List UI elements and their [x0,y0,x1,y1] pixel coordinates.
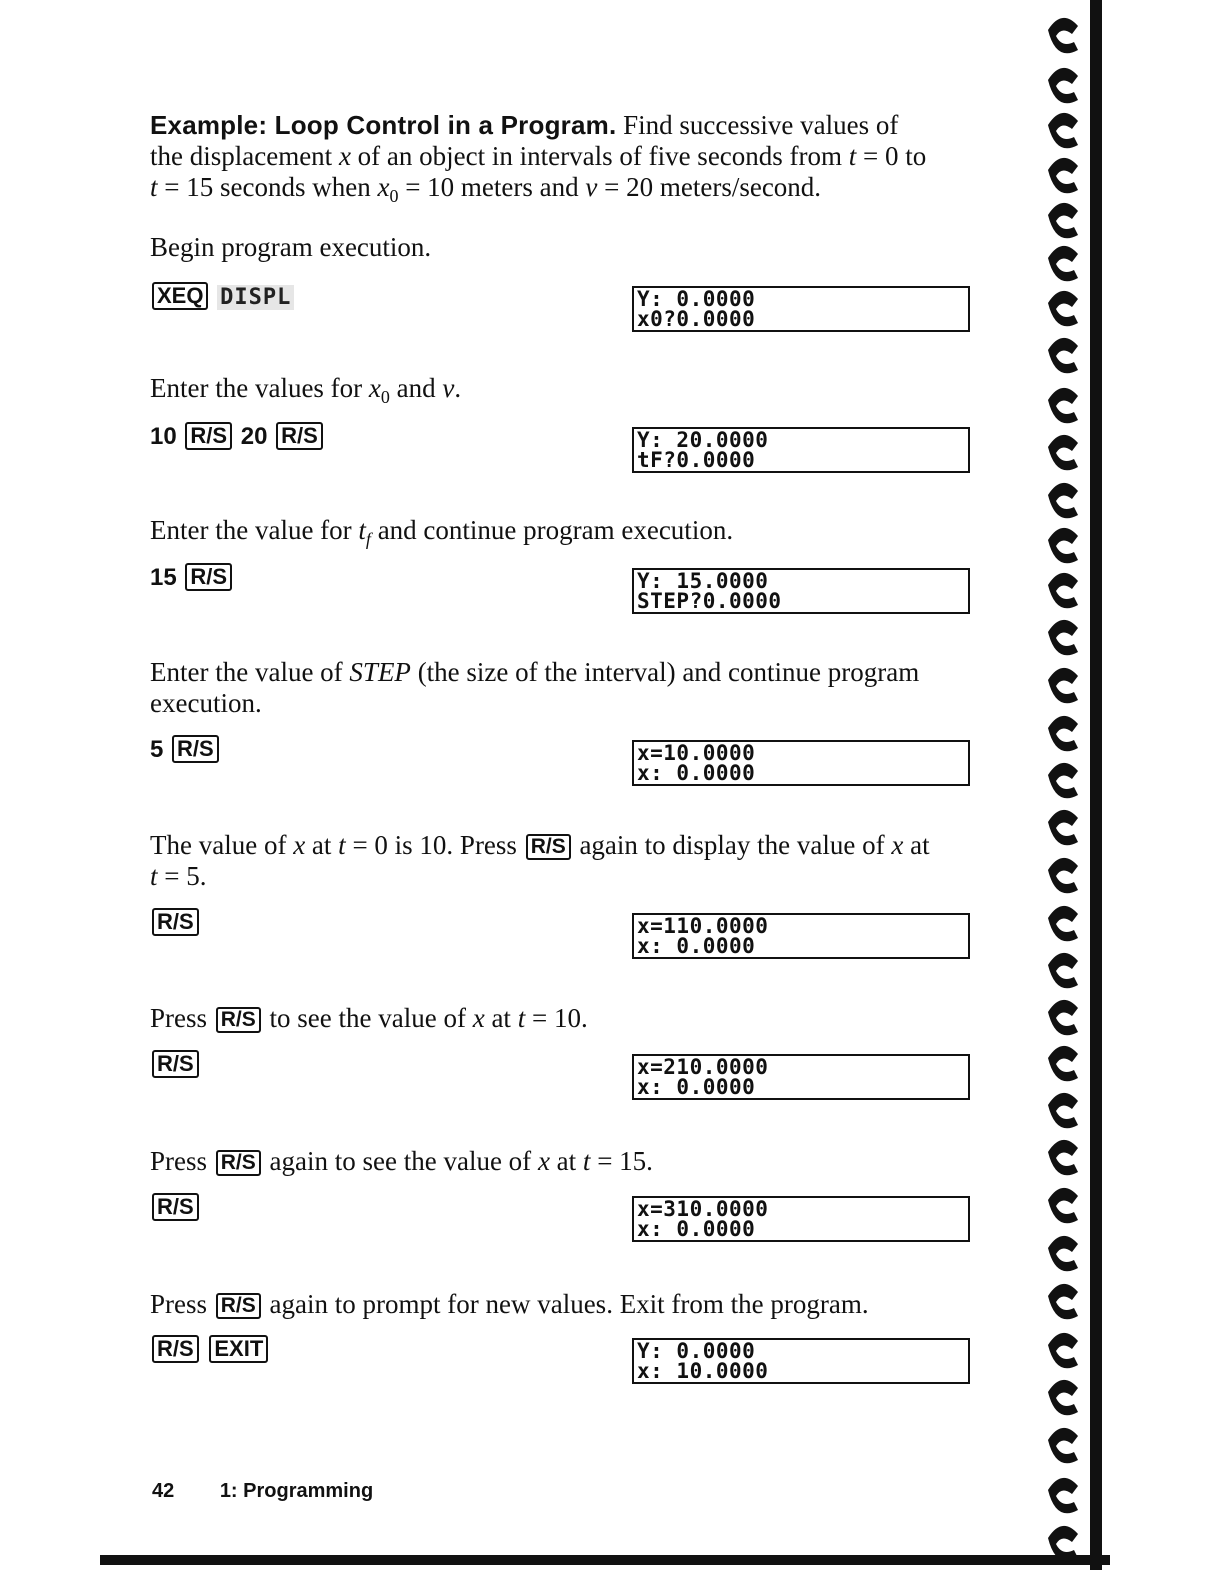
lcd-display: x=310.0000 x: 0.0000 [632,1196,970,1242]
page-footer [152,1480,373,1503]
rs-key[interactable]: R/S [172,735,219,763]
lcd-display: Y: 0.0000 x0?0.0000 [632,286,970,332]
step-3-keys: 15 R/S [150,563,234,593]
step-7-instruction: Press R/S again to see the value of x at t = 15. [150,1146,653,1176]
rs-key[interactable]: R/S [276,422,323,450]
step-2-keys: 10 R/S 20 R/S [150,422,325,452]
lcd-display: x=110.0000 x: 0.0000 [632,913,970,959]
example-intro: Example: Loop Control in a Program. Find successive values of the displacement x of an object in intervals of five seconds from t = 0 to t = 15 seconds when $x_0 = 10$ meters and v = 20 meters/second. [150,110,927,206]
exit-key[interactable]: EXIT [209,1335,268,1363]
step-5-keys [150,908,201,938]
lcd-display: Y: 0.0000 x: 10.0000 [632,1338,970,1384]
rs-key[interactable]: R/S [216,1150,261,1176]
lcd-display: x=10.0000 x: 0.0000 [632,740,970,786]
xeq-key[interactable]: XEQ [152,282,208,310]
rs-key[interactable]: R/S [216,1007,261,1033]
rs-key[interactable]: R/S [185,422,232,450]
step-2-instruction: Enter the values for $x_0$ and v. [150,373,462,407]
step-6-keys [150,1050,201,1080]
step-1-instruction: Begin program execution. [150,232,432,262]
step-1-keys [150,282,294,313]
lcd-display: Y: 15.0000 STEP?0.0000 [632,568,970,614]
step-8-keys [150,1335,270,1365]
rs-key[interactable]: R/S [152,1335,199,1363]
rs-key[interactable]: R/S [152,908,199,936]
step-6-instruction: Press R/S to see the value of x at t = 10. [150,1003,588,1033]
rs-key[interactable]: R/S [152,1193,199,1221]
displ-menu-label[interactable]: DISPL [217,285,294,310]
rs-key[interactable]: R/S [152,1050,199,1078]
page-number: 42 [152,1480,175,1502]
bottom-rule [100,1555,1110,1565]
step-5-instruction: The value of x at t = 0 is 10. Press R/S again to display the value of x at t = 5. [150,830,930,891]
step-8-instruction: Press R/S again to prompt for new values. Exit from the program. [150,1289,869,1319]
spiral-binding-icon [1040,0,1120,1570]
rs-key[interactable]: R/S [526,834,571,860]
lcd-display: x=210.0000 x: 0.0000 [632,1054,970,1100]
step-4-keys: 5 R/S [150,735,221,765]
step-7-keys [150,1193,201,1223]
rs-key[interactable]: R/S [185,563,232,591]
step-3-instruction: Enter the value for $t_f$ and continue program execution. [150,515,734,549]
lcd-display: Y: 20.0000 tF?0.0000 [632,427,970,473]
rs-key[interactable]: R/S [216,1293,261,1319]
chapter-title: 1: Programming [219,1480,374,1502]
step-4-instruction: Enter the value of STEP (the size of the interval) and continue program execution. [150,657,920,718]
example-heading: Example: Loop Control in a Program. [150,110,617,140]
